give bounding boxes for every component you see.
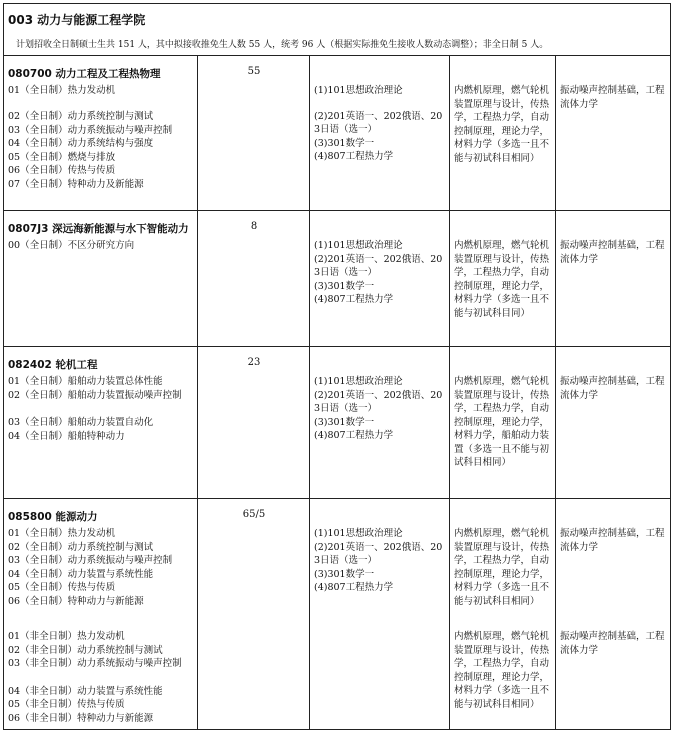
research-direction: 02（全日制）船舶动力装置振动噪声控制 — [8, 390, 182, 401]
research-direction: 03（全日制）船舶动力装置自动化 — [8, 417, 154, 428]
major-name: 0807J3 深远海新能源与水下智能动力 — [8, 223, 189, 235]
retest-subjects-part-time: 内燃机原理，燃气轮机装置原理与设计，传热学，工程热力学，自动控制原理，理论力学，材料力学（多选一且不能与初试科目相同） — [454, 631, 550, 710]
retest-subjects-cell — [450, 56, 556, 210]
quota-value: 55 — [247, 66, 261, 77]
research-direction: 04（全日制）动力系统结构与强度 — [8, 138, 154, 149]
equal-level-subjects: 振动噪声控制基础，工程流体力学 — [560, 376, 665, 401]
quota-cell — [198, 211, 310, 346]
research-direction-part-time: 05（非全日制）传热与传质 — [8, 699, 125, 710]
research-direction: 03（全日制）动力系统振动与噪声控制 — [8, 125, 173, 136]
exam-subject-list — [314, 84, 446, 164]
research-direction: 02（全日制）动力系统控制与测试 — [8, 111, 154, 122]
equal-level-subjects: 振动噪声控制基础，工程流体力学 — [560, 85, 665, 110]
exam-subjects-cell — [310, 347, 450, 498]
research-direction: 05（全日制）燃烧与排放 — [8, 152, 116, 163]
research-direction: 04（全日制）船舶特种动力 — [8, 431, 125, 442]
exam-subject: (2)201英语一、202俄语、203日语（选一） — [314, 389, 443, 414]
research-direction-part-time: 02（非全日制）动力系统控制与测试 — [8, 645, 163, 656]
equal-level-subjects: 振动噪声控制基础，工程流体力学 — [560, 528, 665, 553]
major-name: 082402 轮机工程 — [8, 359, 98, 371]
quota-cell — [198, 56, 310, 210]
retest-subjects: 内燃机原理，燃气轮机装置原理与设计，传热学，工程热力学，自动控制原理，理论力学，材料力学（多选一且不能与初试科目相同） — [454, 85, 550, 164]
quota-value: 8 — [250, 221, 258, 232]
college-enrollment-note: 计划招收全日制硕士生共 151 人，其中拟接收推免生人数 55 人，统考 96 人（根据实际推免生接收人数动态调整）；非全日制 5 人。 — [16, 40, 549, 50]
research-direction-part-time: 04（非全日制）动力装置与系统性能 — [8, 686, 163, 697]
equal-level-subjects-part-time: 振动噪声控制基础，工程流体力学 — [560, 631, 665, 656]
retest-subjects: 内燃机原理，燃气轮机装置原理与设计，传热学，工程热力学，自动控制原理，理论力学，材料力学（多选一且不能与初试科目同） — [454, 240, 550, 319]
quota-value: 65/5 — [242, 509, 266, 520]
research-direction: 01（全日制）船舶动力装置总体性能 — [8, 376, 163, 387]
research-direction-part-time: 01（非全日制）热力发动机 — [8, 631, 125, 642]
exam-subject-list — [314, 527, 446, 595]
research-direction: 00（全日制）不区分研究方向 — [8, 240, 135, 251]
exam-subject: (2)201英语一、202俄语、203日语（选一） — [314, 110, 443, 135]
exam-subject: (4)807工程热力学 — [314, 582, 394, 593]
research-direction-part-time: 06（非全日制）特种动力与新能源 — [8, 713, 154, 724]
retest-subjects-cell — [450, 499, 556, 729]
exam-subjects-cell — [310, 56, 450, 210]
college-header — [4, 4, 670, 56]
exam-subject: (1)101思想政治理论 — [314, 85, 403, 96]
equal-level-cell — [556, 211, 670, 346]
research-direction: 04（全日制）动力装置与系统性能 — [8, 569, 154, 580]
equal-level-cell — [556, 56, 670, 210]
research-direction: 07（全日制）特种动力及新能源 — [8, 179, 144, 190]
major-direction-cell — [4, 347, 198, 498]
exam-subjects-cell — [310, 499, 450, 729]
exam-subject: (3)301数学一 — [314, 137, 375, 149]
exam-subject: (4)807工程热力学 — [314, 294, 394, 305]
retest-subjects-cell — [450, 211, 556, 346]
exam-subject: (4)807工程热力学 — [314, 430, 394, 441]
major-direction-cell — [4, 56, 198, 210]
catalog-table — [3, 3, 671, 730]
major-direction-cell — [4, 211, 198, 346]
exam-subject: (3)301数学一 — [314, 280, 375, 292]
quota-value: 23 — [247, 357, 261, 368]
retest-subjects: 内燃机原理，燃气轮机装置原理与设计，传热学，工程热力学，自动控制原理，理论力学，材料力学（多选一且不能与初试科目相同） — [454, 528, 550, 607]
retest-subjects-cell — [450, 347, 556, 498]
equal-level-subjects: 振动噪声控制基础，工程流体力学 — [560, 240, 665, 265]
research-direction: 01（全日制）热力发动机 — [8, 85, 116, 96]
major-name: 080700 动力工程及工程热物理 — [8, 68, 161, 80]
major-name: 085800 能源动力 — [8, 511, 98, 523]
exam-subject: (2)201英语一、202俄语、203日语（选一） — [314, 541, 443, 566]
exam-subject: (4)807工程热力学 — [314, 151, 394, 162]
research-direction-part-time: 03（非全日制）动力系统振动与噪声控制 — [8, 658, 182, 669]
college-title: 003 动力与能源工程学院 — [8, 13, 146, 27]
quota-cell — [198, 347, 310, 498]
major-direction-cell — [4, 499, 198, 729]
exam-subject: (1)101思想政治理论 — [314, 528, 403, 539]
research-direction: 05（全日制）传热与传质 — [8, 582, 116, 593]
research-direction: 06（全日制）特种动力与新能源 — [8, 596, 144, 607]
exam-subject-list — [314, 375, 446, 443]
retest-subjects: 内燃机原理，燃气轮机装置原理与设计，传热学，工程热力学，自动控制原理，理论力学，材料力学，船舶动力装置（多选一且不能与初试科目相同） — [454, 376, 550, 468]
research-direction: 02（全日制）动力系统控制与测试 — [8, 542, 154, 553]
exam-subject: (3)301数学一 — [314, 416, 375, 428]
exam-subject: (1)101思想政治理论 — [314, 376, 403, 387]
research-direction: 06（全日制）传热与传质 — [8, 165, 116, 176]
equal-level-cell — [556, 499, 670, 729]
quota-cell — [198, 499, 310, 729]
research-direction: 01（全日制）热力发动机 — [8, 528, 116, 539]
exam-subjects-cell — [310, 211, 450, 346]
exam-subject: (3)301数学一 — [314, 568, 375, 580]
exam-subject: (2)201英语一、202俄语、203日语（选一） — [314, 253, 443, 278]
equal-level-cell — [556, 347, 670, 498]
research-direction: 03（全日制）动力系统振动与噪声控制 — [8, 555, 173, 566]
exam-subject: (1)101思想政治理论 — [314, 240, 403, 251]
exam-subject-list — [314, 239, 446, 307]
